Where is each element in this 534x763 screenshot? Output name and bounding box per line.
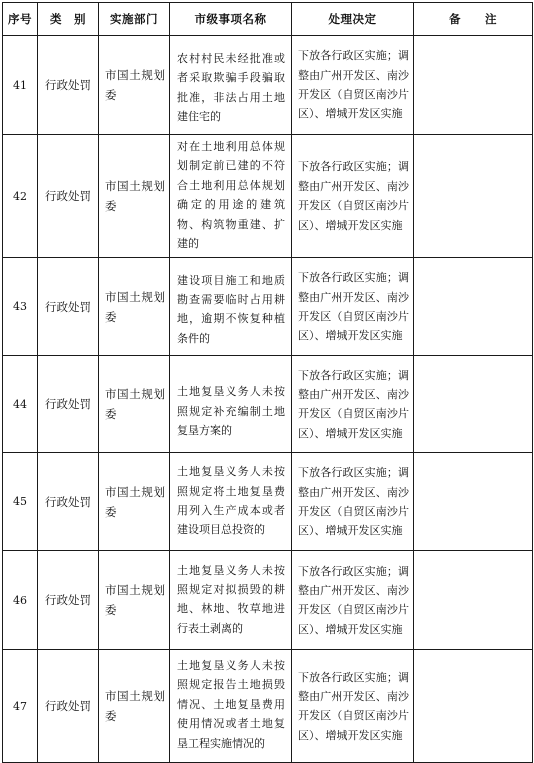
row-decision-text: 下放各行政区实施；调整由广州开发区、南沙开发区（自贸区南沙片区）、增城开发区实施 xyxy=(298,466,409,538)
row-item-text: 土地复垦义务人未按照规定补充编制土地复垦方案的 xyxy=(177,385,285,438)
row-decision-text: 下放各行政区实施；调整由广州开发区、南沙开发区（自贸区南沙片区）、增城开发区实施 xyxy=(298,271,409,343)
row-department-text: 市国土规划委 xyxy=(105,179,165,214)
row-remark xyxy=(414,551,533,650)
row-category: 行政处罚 xyxy=(38,356,99,453)
row-item xyxy=(170,453,292,551)
row-decision xyxy=(292,135,414,258)
row-department-text: 市国土规划委 xyxy=(105,387,165,422)
row-decision-text: 下放各行政区实施；调整由广州开发区、南沙开发区（自贸区南沙片区）、增城开发区实施 xyxy=(298,670,409,742)
row-category: 行政处罚 xyxy=(38,36,99,135)
row-seq: 42 xyxy=(3,135,38,258)
row-decision xyxy=(292,551,414,650)
header-category: 类 别 xyxy=(38,3,99,36)
row-department-text: 市国土规划委 xyxy=(105,68,165,102)
header-seq: 序号 xyxy=(3,3,38,36)
row-decision-text: 下放各行政区实施；调整由广州开发区、南沙开发区（自贸区南沙片区）、增城开发区实施 xyxy=(298,564,409,636)
row-seq: 44 xyxy=(3,356,38,453)
row-item xyxy=(170,356,292,453)
row-item-text: 土地复垦义务人未按照规定将土地复垦费用列入生产成本或者建设项目总投资的 xyxy=(177,465,285,537)
row-department-text: 市国土规划委 xyxy=(105,689,165,724)
row-department-text: 市国土规划委 xyxy=(105,289,165,324)
row-item xyxy=(170,650,292,763)
table-row xyxy=(3,453,533,551)
table-row xyxy=(3,551,533,650)
row-decision-text: 下放各行政区实施；调整由广州开发区、南沙开发区（自贸区南沙片区）、增城开发区实施 xyxy=(298,49,409,121)
row-item-text: 农村村民未经批准或者采取欺骗手段骗取批准，非法占用土地建住宅的 xyxy=(177,51,285,123)
row-department xyxy=(99,356,170,453)
row-category: 行政处罚 xyxy=(38,551,99,650)
row-decision xyxy=(292,650,414,763)
row-department xyxy=(99,36,170,135)
row-item xyxy=(170,135,292,258)
row-seq: 45 xyxy=(3,453,38,551)
row-department-text: 市国土规划委 xyxy=(105,484,165,519)
header-remark: 备 注 xyxy=(414,3,533,36)
row-decision xyxy=(292,258,414,356)
row-item xyxy=(170,36,292,135)
row-item xyxy=(170,258,292,356)
row-seq: 46 xyxy=(3,551,38,650)
row-decision-text: 下放各行政区实施；调整由广州开发区、南沙开发区（自贸区南沙片区）、增城开发区实施 xyxy=(298,160,409,232)
row-decision xyxy=(292,36,414,135)
row-department xyxy=(99,258,170,356)
row-decision xyxy=(292,356,414,453)
row-remark xyxy=(414,258,533,356)
row-category: 行政处罚 xyxy=(38,258,99,356)
row-seq: 43 xyxy=(3,258,38,356)
row-department-text: 市国土规划委 xyxy=(105,583,165,618)
row-category: 行政处罚 xyxy=(38,453,99,551)
row-item-text: 土地复垦义务人未按照规定对拟损毁的耕地、林地、牧草地进行表土剥离的 xyxy=(177,563,285,635)
table-header-row xyxy=(3,3,533,36)
row-item-text: 对在土地利用总体规划制定前已建的不符合土地利用总体规划确定的用途的建筑物、构筑物重建、扩建的 xyxy=(177,140,285,251)
table-row xyxy=(3,650,533,763)
row-remark xyxy=(414,453,533,551)
row-decision-text: 下放各行政区实施；调整由广州开发区、南沙开发区（自贸区南沙片区）、增城开发区实施 xyxy=(298,368,409,440)
table-row xyxy=(3,356,533,453)
header-item: 市级事项名称 xyxy=(170,3,292,36)
row-category: 行政处罚 xyxy=(38,650,99,763)
row-seq: 41 xyxy=(3,36,38,135)
row-department xyxy=(99,453,170,551)
row-remark xyxy=(414,36,533,135)
row-remark xyxy=(414,135,533,258)
header-decision: 处理决定 xyxy=(292,3,414,36)
row-seq: 47 xyxy=(3,650,38,763)
table-row xyxy=(3,36,533,135)
row-remark xyxy=(414,650,533,763)
header-department: 实施部门 xyxy=(99,3,170,36)
table-row xyxy=(3,258,533,356)
table-row xyxy=(3,135,533,258)
row-department xyxy=(99,135,170,258)
row-remark xyxy=(414,356,533,453)
matters-table xyxy=(2,2,533,763)
row-decision xyxy=(292,453,414,551)
row-item-text: 土地复垦义务人未按照规定报告土地损毁情况、土地复垦费用使用情况或者土地复垦工程实施情况的 xyxy=(177,658,285,750)
row-item xyxy=(170,551,292,650)
row-department xyxy=(99,551,170,650)
row-category: 行政处罚 xyxy=(38,135,99,258)
row-item-text: 建设项目施工和地质勘查需要临时占用耕地，逾期不恢复种植条件的 xyxy=(177,273,285,345)
row-department xyxy=(99,650,170,763)
